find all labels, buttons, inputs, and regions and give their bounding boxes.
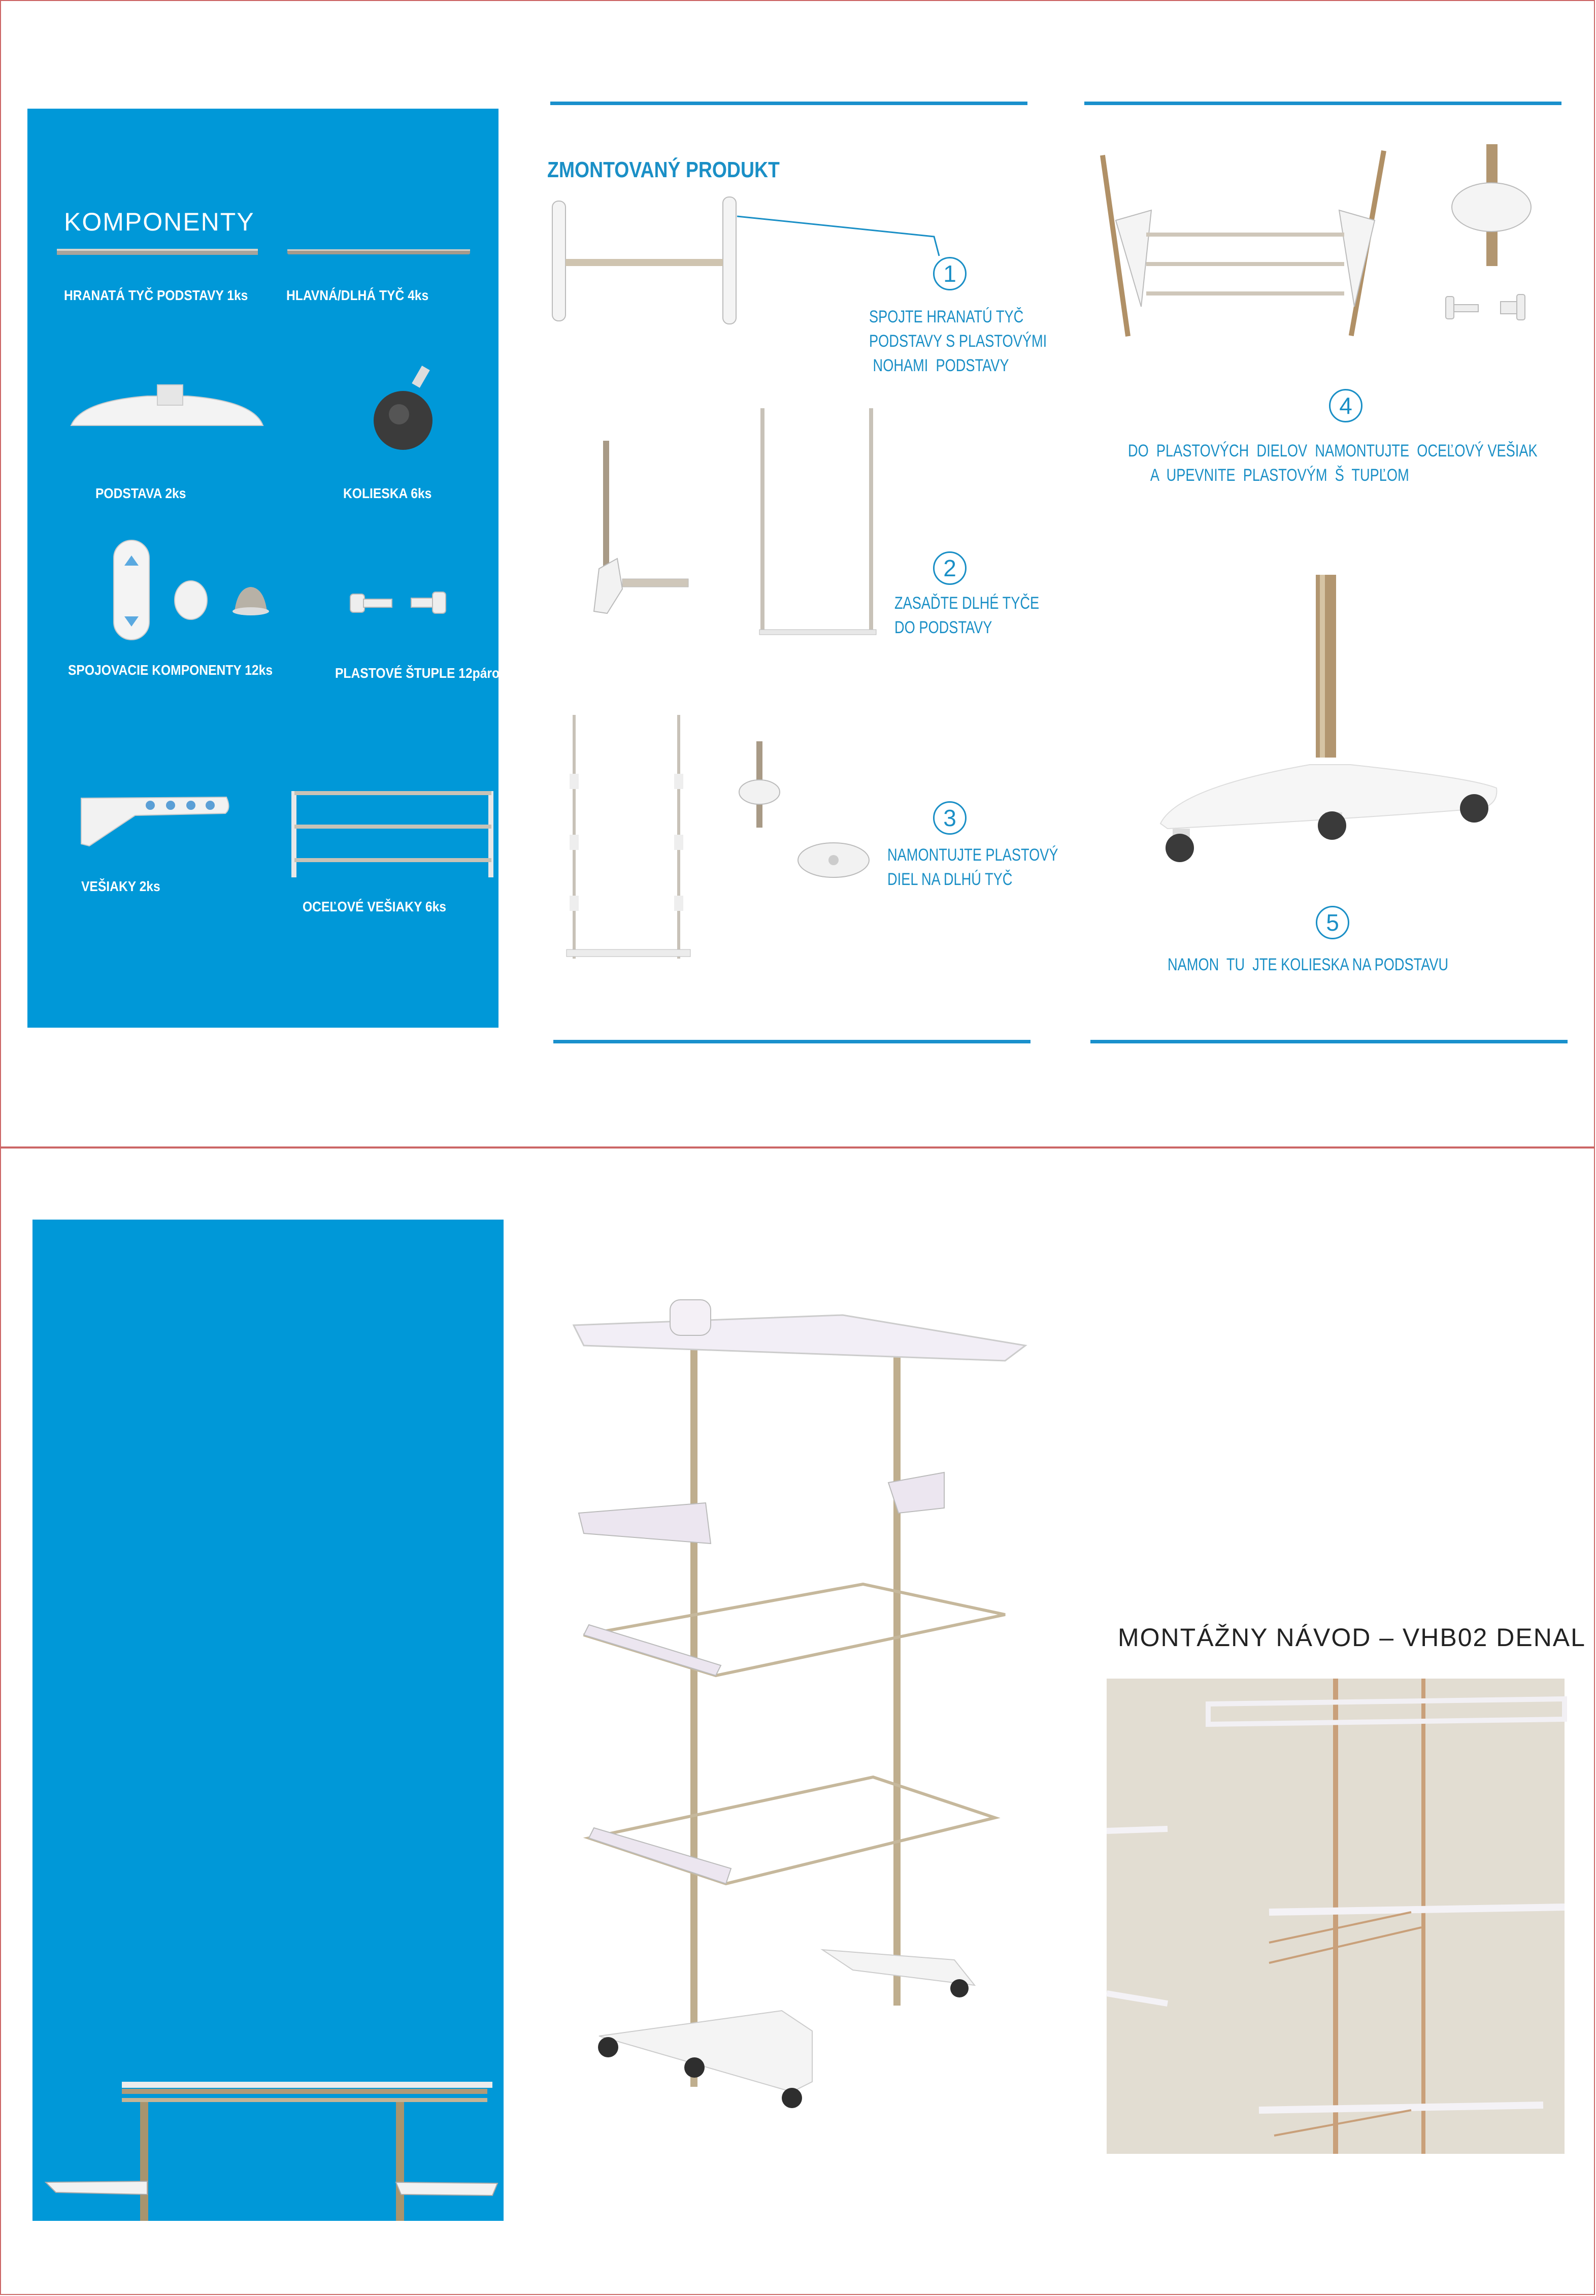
components-title: KOMPONENTY [64,208,255,236]
step-number-3: 3 [933,801,967,835]
product-photo-racks [1107,1679,1565,2154]
long-rod-icon [287,247,472,257]
component-label-base: PODSTAVA 2ks [95,485,186,501]
connector-parts-icon [114,540,281,642]
step-text-3: NAMONTUJTE PLASTOVÝ DIEL NA DLHÚ TYČ [887,845,1058,889]
step-text-2: ZASAĎTE DLHÉ TYČE DO PODSTAVY [894,594,1040,637]
component-label-square-rod: HRANATÁ TYČ PODSTAVY 1ks [64,287,248,303]
step-number-1: 1 [933,257,967,290]
square-base-rod-icon [57,247,260,257]
cover-rack-illustration [46,2067,503,2221]
step4-illustration [1101,144,1596,347]
steel-hanger-icon [289,786,497,882]
step2-illustration [587,406,881,655]
assembled-product-illustration [569,1290,1041,2183]
step-text-4: DO PLASTOVÝCH DIELOV NAMONTUJTE OCEĽOVÝ VEŠIAK A UPEVNITE PLASTOVÝM Š TUPĽOM [1128,441,1538,485]
caster-wheel-icon [371,365,442,456]
component-label-connectors: SPOJOVACIE KOMPONENTY 12ks [68,662,273,678]
component-label-hangers: VEŠIAKY 2ks [81,878,160,894]
component-label-steel-hangers: OCEĽOVÉ VEŠIAKY 6ks [303,899,447,914]
step-number-5: 5 [1316,906,1349,939]
component-label-plugs: PLASTOVÉ ŠTUPLE 12párov [335,665,507,681]
top-rule-middle [550,102,1027,105]
base-foot-icon [71,381,264,432]
component-label-wheels: KOLIESKA 6ks [343,485,432,501]
step-number-2: 2 [933,551,967,585]
component-label-long-rod: HLAVNÁ/DLHÁ TYČ 4ks [286,287,429,303]
top-rule-right [1084,102,1561,105]
hanger-arm-icon [79,793,231,849]
step-number-4: 4 [1329,389,1362,422]
bottom-rule-right [1090,1040,1568,1043]
assembly-title: ZMONTOVANÝ PRODUKT [547,157,780,182]
plastic-plugs-icon [350,584,452,619]
step-text-1: SPOJTE HRANATÚ TYČ PODSTAVY S PLASTOVÝMI NOHAMI PODSTAVY [869,307,1047,375]
step-text-5: NAMON TU JTE KOLIESKA NA PODSTAVU [1168,955,1449,974]
step3-illustration [562,713,877,967]
bottom-rule-middle [553,1040,1030,1043]
manual-title: MONTÁŽNY NÁVOD – VHB02 DENAL [1118,1623,1586,1652]
step5-illustration [1157,575,1503,864]
